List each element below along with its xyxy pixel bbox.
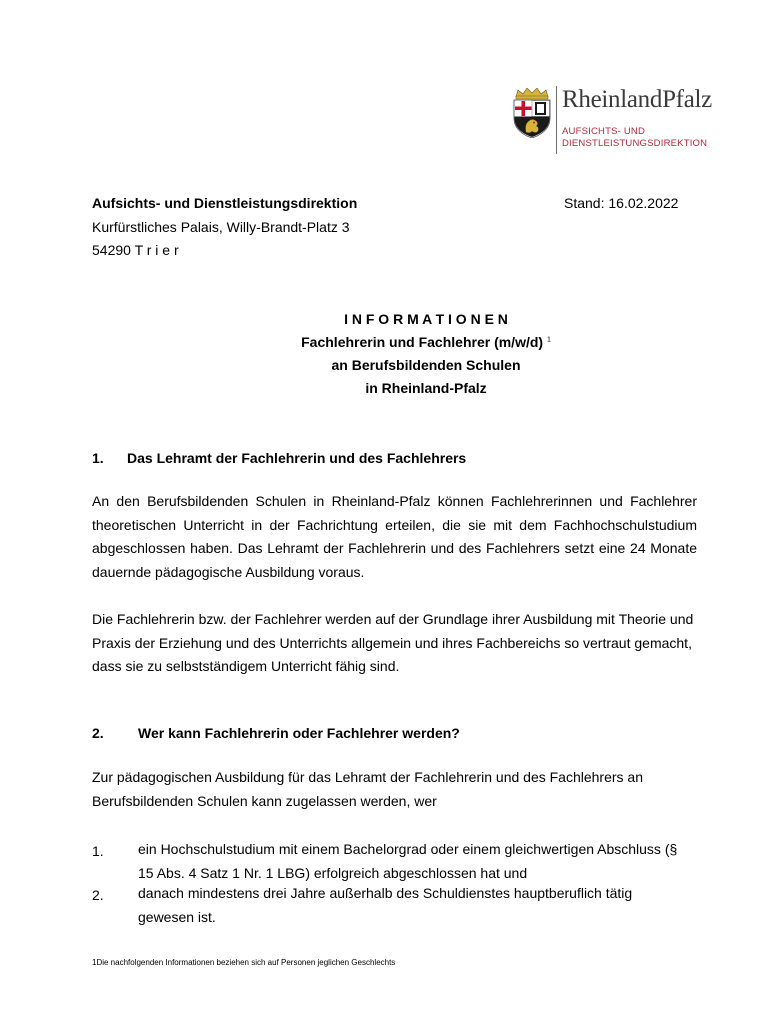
logo-subtitle-line1: AUFSICHTS- UND <box>562 126 646 137</box>
sender-city: 54290 T r i e r <box>92 242 179 258</box>
section2-intro: Zur pädagogischen Ausbildung für das Lehramt der Fachlehrerin und des Fachlehrers an Berufsbildenden Schulen kann zugelassen werden, wer <box>92 769 643 809</box>
document-subtitle-line3: in Rheinland-Pfalz <box>365 380 487 396</box>
logo-wordmark-rheinland: Rheinland <box>562 86 663 113</box>
section2-number: 2. <box>92 725 104 741</box>
document-date: Stand: 16.02.2022 <box>564 195 679 211</box>
section1-number: 1. <box>92 450 104 466</box>
list-item-number: 1. <box>92 843 104 859</box>
document-heading: I N F O R M A T I O N E N <box>344 311 508 327</box>
footnote: 1Die nachfolgenden Informationen beziehen sich auf Personen jeglichen Geschlechts <box>92 958 396 967</box>
document-subtitle-line2: an Berufsbildenden Schulen <box>331 357 521 373</box>
document-subtitle-line1 <box>0 334 770 350</box>
section2-heading: Wer kann Fachlehrerin oder Fachlehrer werden? <box>138 725 460 741</box>
footnote-marker: 1 <box>546 336 551 344</box>
logo-subtitle-line2: DIENSTLEISTUNGSDIREKTION <box>562 138 708 149</box>
list-item-text: ein Hochschulstudium mit einem Bachelorgrad oder einem gleichwertigen Abschluss (§ 15 Abs. 4 Satz 1 Nr. 1 LBG) erfolgreich abgeschlossen hat und <box>138 841 678 881</box>
sender-street: Kurfürstliches Palais, Willy-Brandt-Platz 3 <box>92 219 350 235</box>
logo-wordmark <box>562 86 712 114</box>
section1-heading: Das Lehramt der Fachlehrerin und des Fachlehrers <box>127 450 467 466</box>
rheinland-pfalz-coat-of-arms <box>512 88 552 138</box>
list-item-text: danach mindestens drei Jahre außerhalb des Schuldienstes hauptberuflich tätig gewesen ist. <box>138 885 633 925</box>
list-item-number: 2. <box>92 887 104 903</box>
section1-paragraph2: Die Fachlehrerin bzw. der Fachlehrer werden auf der Grundlage ihrer Ausbildung mit Theorie und Praxis der Erziehung und des Unterrichts allgemein und ihres Fachbereichs so vertraut gemacht, dass sie zu selbstständigem Unterricht fähig sind. <box>92 611 694 674</box>
logo-divider <box>556 86 557 154</box>
section1-paragraph1: An den Berufsbildenden Schulen in Rheinland-Pfalz können Fachlehrerinnen und Fachlehrer theoretischen Unterricht in der Fachrichtung erteilen, die sie mit dem Fachhochschulstudium abgeschlossen haben. Das Lehramt der Fachlehrerin und des Fachlehrers setzt eine 24 Monate dauernde pädagogische Ausbildung voraus. <box>92 493 697 580</box>
sender-organization: Aufsichts- und Dienstleistungsdirektion <box>92 195 358 211</box>
logo-wordmark-pfalz: Pfalz <box>662 86 712 113</box>
subtitle-line1-text: Fachlehrerin und Fachlehrer (m/w/d) <box>301 334 544 350</box>
